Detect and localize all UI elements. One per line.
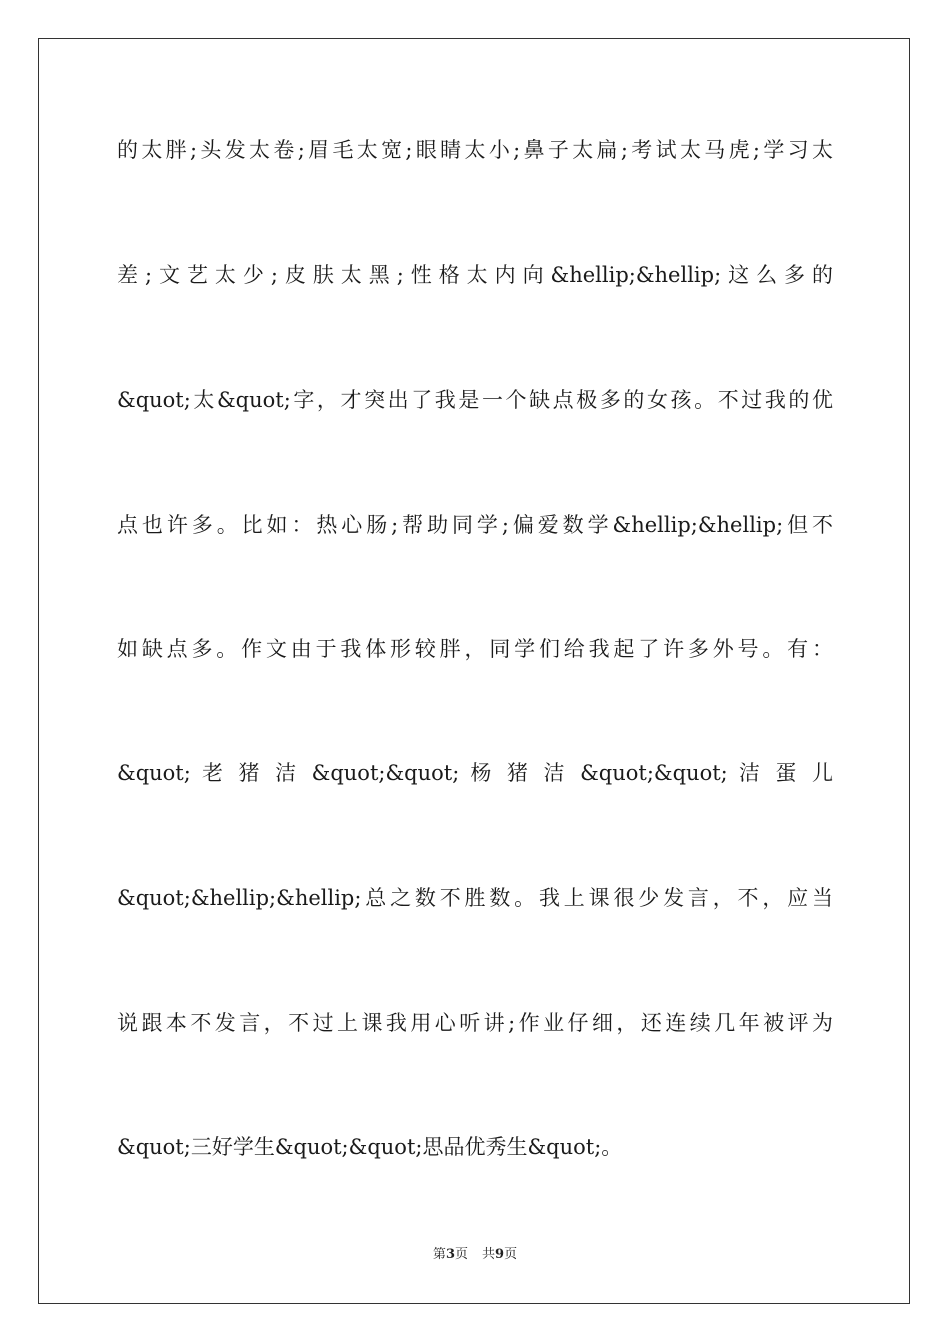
body-text-line-6: &quot; 老 猪 洁 &quot;&quot; 杨 猪 洁 &quot;&quot; 洁 蛋 儿 bbox=[117, 761, 833, 785]
current-page-number: 3 bbox=[445, 1247, 455, 1262]
body-text-line-5: 如缺点多。作文由于我体形较胖，同学们给我起了许多外号。有： bbox=[117, 637, 833, 661]
body-text-line-4: 点也许多。比如：热心肠;帮助同学;偏爱数学&hellip;&hellip;但不 bbox=[117, 513, 833, 537]
page-number-suffix: 页 bbox=[454, 1247, 468, 1262]
body-text-line-9: &quot;三好学生&quot;&quot;思品优秀生&quot;。 bbox=[117, 1135, 623, 1159]
total-pages-suffix: 页 bbox=[504, 1247, 518, 1262]
page-border bbox=[38, 38, 910, 1304]
body-text-line-3: &quot;太&quot;字，才突出了我是一个缺点极多的女孩。不过我的优 bbox=[117, 388, 833, 412]
body-text-line-7: &quot;&hellip;&hellip;总之数不胜数。我上课很少发言，不，应当 bbox=[117, 886, 833, 910]
total-pages-prefix: 共 bbox=[482, 1247, 496, 1262]
body-text-line-2: 差;文艺太少;皮肤太黑;性格太内向&hellip;&hellip;这么多的 bbox=[117, 263, 833, 287]
total-page-count: 9 bbox=[495, 1247, 505, 1262]
page-footer bbox=[0, 1246, 950, 1264]
page-number-prefix: 第 bbox=[432, 1247, 446, 1262]
body-text-line-1: 的太胖;头发太卷;眉毛太宽;眼睛太小;鼻子太扁;考试太马虎;学习太 bbox=[117, 138, 833, 162]
body-text-line-8: 说跟本不发言，不过上课我用心听讲;作业仔细，还连续几年被评为 bbox=[117, 1011, 833, 1035]
